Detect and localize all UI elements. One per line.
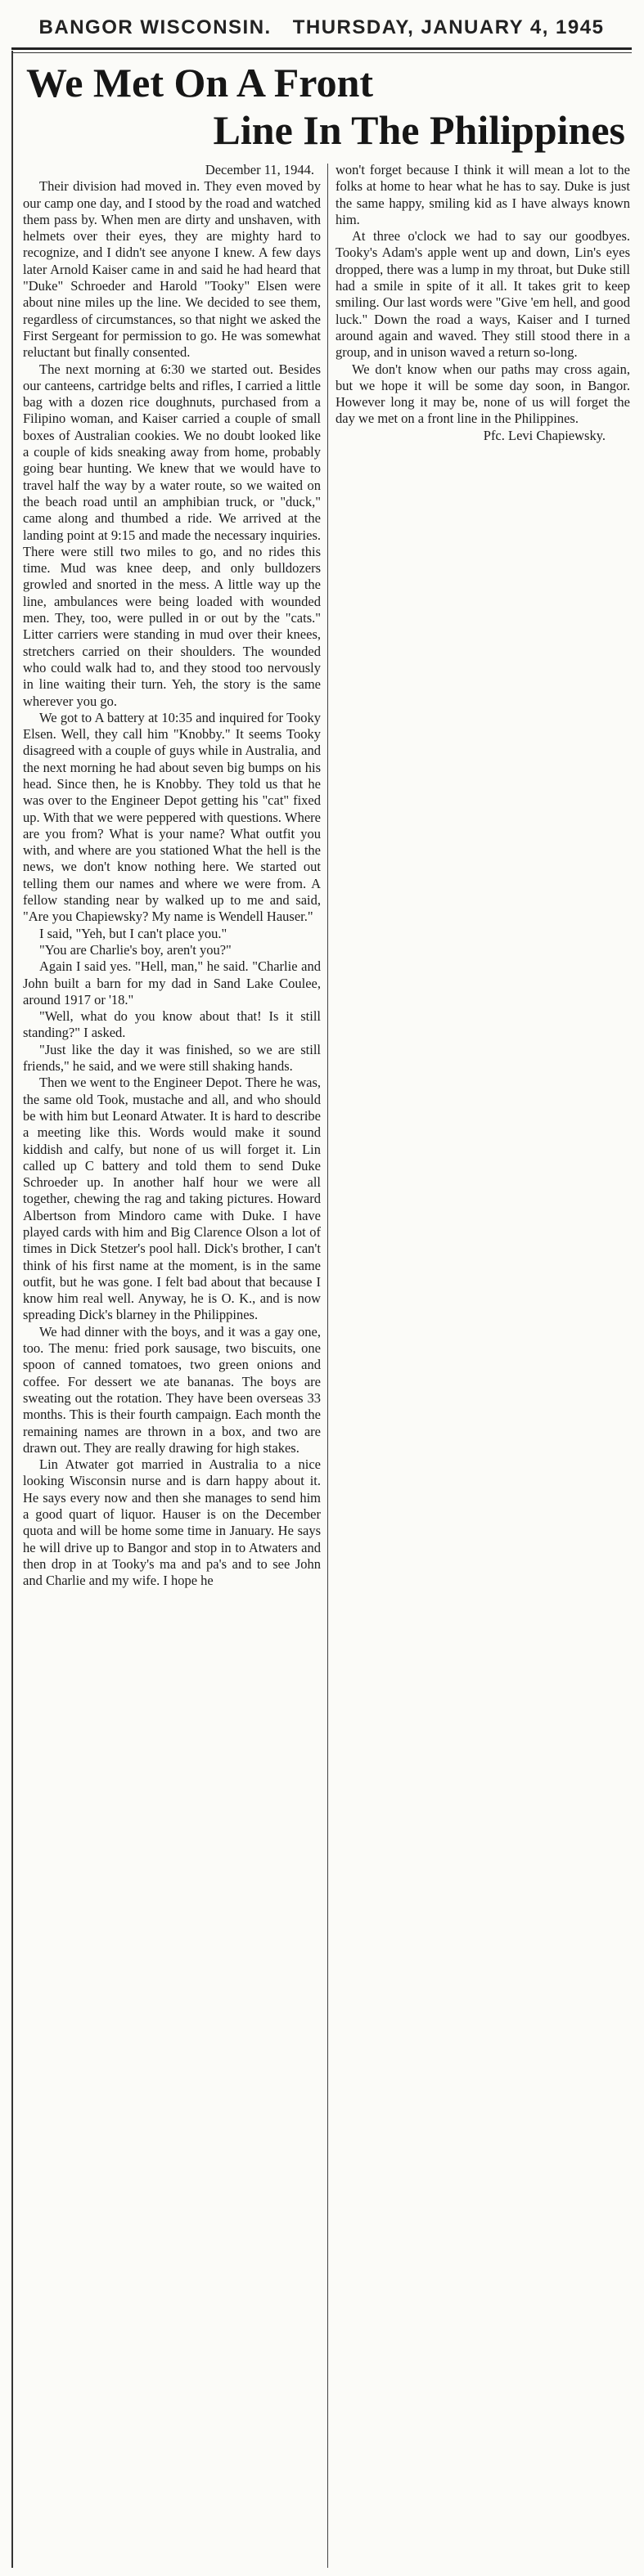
- paragraph: won't forget because I think it will mean a lot to the folks at home to hear what he has to say. Duke is just the same happy, smiling kid as I have always known him.: [336, 162, 630, 227]
- author-signature: Pfc. Levi Chapiewsky.: [483, 427, 606, 443]
- article-column-right: [336, 162, 630, 444]
- paragraph: We got to A battery at 10:35 and inquired for Tooky Elsen. Well, they call him "Knobby." It seems Tooky disagreed with a couple of guys while in Australia, and the next morning he had about seven big bumps on his head. Since then, he is Knobby. They told us that he was over to the Engineer Depot getting his "cat" fixed up. With that we were peppered with questions. Where are you from? What is your name? What outfit you with, and where are you stationed What the hell is the news, we don't know nothing here. We started out telling them our names and where we were from. A fellow standing near by walked up to me and said, "Are you Chapiewsky? My name is Wendell Hauser.": [23, 709, 321, 925]
- masthead-rule: [11, 47, 632, 50]
- headline-line-2: Line In The Philippines: [213, 107, 625, 153]
- paragraph: Then we went to the Engineer Depot. There he was, the same old Took, mustache and all, and who should be with him but Leonard Atwater. It is hard to describe a meeting like this. Words would make it sound kiddish and calfy, but none of us will forget it. Lin called up C battery and told them to send Duke Schroeder up. In another half hour we were all together, chewing the rag and taking pictures. Howard Albertson from Mindoro came with Duke. I have played cards with him and Big Clarence Olson a lot of times in Dick Stetzer's pool hall. Dick's brother, I can't think of his first name at the moment, is in the same outfit, but he was gone. I felt bad about that because I know him real well. Anyway, he is O. K., and is now spreading Dick's blarney in the Philippines.: [23, 1075, 321, 1323]
- paragraph: We don't know when our paths may cross again, but we hope it will be some day soon, in Bangor. However long it may be, none of us will forget the day we met on a front line in the Philippines.: [336, 361, 630, 427]
- masthead-rule-thin: [11, 52, 632, 53]
- paragraph: We had dinner with the boys, and it was a gay one, too. The menu: fried pork sausage, two biscuits, one spoon of canned tomatoes, two green onions and coffee. For dessert we ate bananas. The boys are sweating out the rotation. They have been overseas 33 months. This is their fourth campaign. Each month the remaining names are thrown in a box, and two are drawn out. They are really drawing for high stakes.: [23, 1323, 321, 1456]
- article-column-left: [23, 162, 321, 1590]
- paragraph: I said, "Yeh, but I can't place you.": [39, 925, 227, 941]
- paragraph: The next morning at 6:30 we started out. Besides our canteens, cartridge belts and rifles, I carried a little bag with a dozen rice doughnuts, purchased from a Filipino woman, and Kaiser carried a couple of small boxes of Australian cookies. We no doubt looked like a couple of kids sneaking away from home, probably going bear hunting. We knew that we would have to travel half the way by a water route, so we waited on the beach road until an amphibian truck, or "duck," came along and thumbed a ride. We arrived at the landing point at 9:15 and made the necessary inquiries. There were still two miles to go, and no rides this time. Mud was knee deep, and only bulldozers growled and snorted in the mess. A little way up the line, ambulances were being loaded with wounded men. They, too, were pulled in or out by the "cats." Litter carriers were standing in mud over their knees, stretchers carried on their shoulders. The wounded who could walk had to, and they stood too nervously in line waiting their turn. Yeh, the story is the same wherever you go.: [23, 361, 321, 709]
- paragraph: Lin Atwater got married in Australia to a nice looking Wisconsin nurse and is darn happy about it. He says every now and then she manages to send him a good quart of liquor. Hauser is on the December quota and will be home some time in January. He says he will drive up to Bangor and stop in to Atwaters and then drop in at Tooky's ma and pa's and to see John and Charlie and my wife. I hope he: [23, 1456, 321, 1589]
- paragraph: "Well, what do you know about that! Is it still standing?" I asked.: [23, 1008, 321, 1041]
- paragraph: Again I said yes. "Hell, man," he said. "Charlie and John built a barn for my dad in Sand Lake Coulee, around 1917 or '18.": [23, 958, 321, 1008]
- dateline: December 11, 1944.: [205, 162, 314, 177]
- paragraph: Their division had moved in. They even moved by our camp one day, and I stood by the road and watched them pass by. When men are dirty and unshaven, with helmets over their eyes, they are mighty hard to recognize, and I didn't see anyone I knew. A few days later Arnold Kaiser came in and said he had heard that "Duke" Schroeder and Harold "Tooky" Elsen were about nine miles up the line. We decided to see them, regardless of circumstances, so that night we asked the First Sergeant for permission to go. He was somewhat reluctant but finally consented.: [23, 178, 321, 361]
- paragraph: "Just like the day it was finished, so we are still friends," he said, and we were still shaking hands.: [23, 1041, 321, 1075]
- left-border-rule: [11, 51, 13, 2568]
- article-headline: [20, 59, 625, 154]
- paragraph: "You are Charlie's boy, aren't you?": [39, 941, 232, 958]
- masthead: [15, 11, 628, 44]
- paper-name: BANGOR WISCONSIN.: [38, 16, 272, 38]
- paragraph: At three o'clock we had to say our goodbyes. Tooky's Adam's apple went up and down, Lin's eyes dropped, there was a lump in my throat, but Duke still had a smile in spite of it all. It takes grit to keep smiling. Our last words were "Give 'em hell, and good luck." Down the road a ways, Kaiser and I turned around again and waved. They still stood there in a group, and in unison waved a return so-long.: [336, 228, 630, 361]
- issue-date: THURSDAY, JANUARY 4, 1945: [292, 16, 605, 38]
- headline-line-1: We Met On A Front: [26, 60, 374, 105]
- column-divider: [327, 164, 328, 2568]
